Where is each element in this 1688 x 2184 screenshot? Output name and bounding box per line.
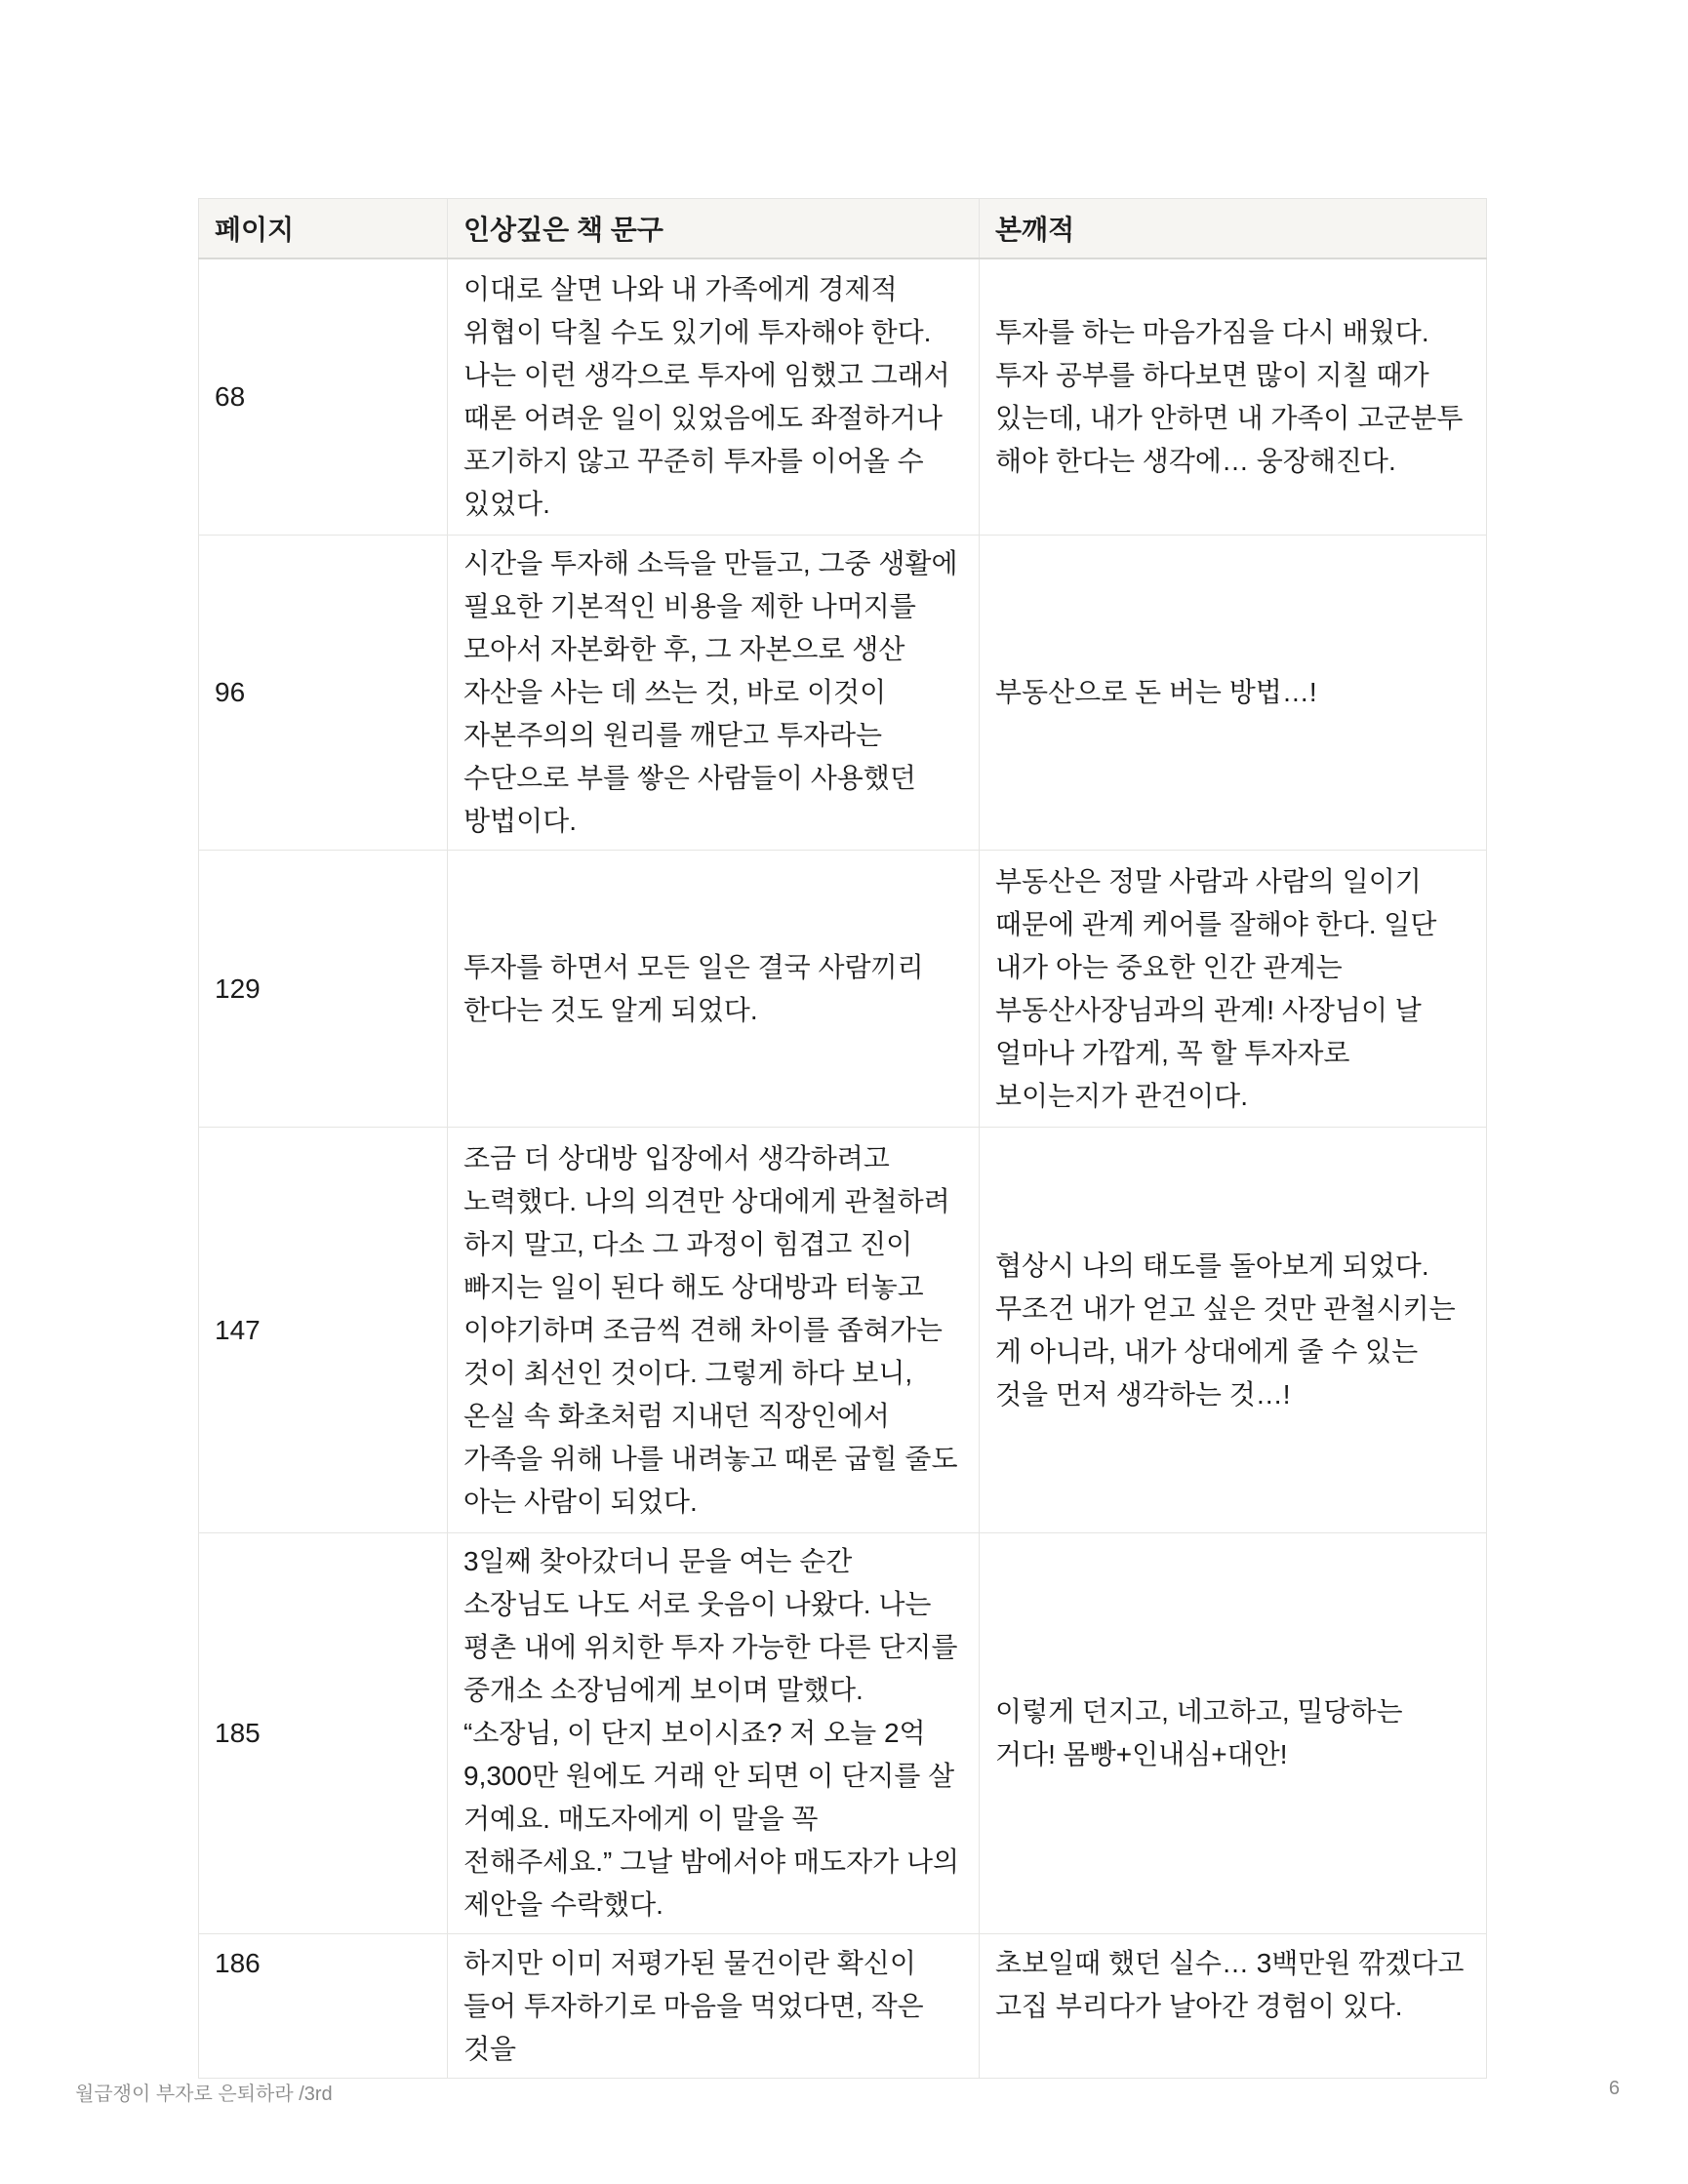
footer-document-title: 월급쟁이 부자로 은퇴하라 /3rd <box>75 2084 333 2105</box>
quote-cell: 투자를 하면서 모든 일은 결국 사람끼리 한다는 것도 알게 되었다. <box>448 851 980 1128</box>
note-cell: 부동산은 정말 사람과 사람의 일이기 때문에 관계 케어를 잘해야 한다. 일단 내가 아는 중요한 인간 관계는 부동산사장님과의 관계! 사장님이 날 얼마나 가깝게, 꼭 할 투자자로 보이는지가 관건이다. <box>980 851 1487 1128</box>
page-cell: 147 <box>199 1128 448 1533</box>
table-row <box>199 258 1487 536</box>
page-cell: 68 <box>199 258 448 536</box>
table-row <box>199 1128 1487 1533</box>
page-cell: 185 <box>199 1533 448 1934</box>
table-row <box>199 536 1487 851</box>
note-cell: 투자를 하는 마음가짐을 다시 배웠다. 투자 공부를 하다보면 많이 지칠 때가 있는데, 내가 안하면 내 가족이 고군분투 해야 한다는 생각에… 웅장해진다. <box>980 258 1487 536</box>
note-cell: 협상시 나의 태도를 돌아보게 되었다. 무조건 내가 얻고 싶은 것만 관철시키는 게 아니라, 내가 상대에게 줄 수 있는 것을 먼저 생각하는 것…! <box>980 1128 1487 1533</box>
page-cell: 96 <box>199 536 448 851</box>
note-cell: 이렇게 던지고, 네고하고, 밀당하는 거다! 몸빵+인내심+대안! <box>980 1533 1487 1934</box>
quote-cell: 시간을 투자해 소득을 만들고, 그중 생활에 필요한 기본적인 비용을 제한 나머지를 모아서 자본화한 후, 그 자본으로 생산 자산을 사는 데 쓰는 것, 바로 이것이 자본주의의 원리를 깨닫고 투자라는 수단으로 부를 쌓은 사람들이 사용했던 방법이다. <box>448 536 980 851</box>
note-cell: 부동산으로 돈 버는 방법…! <box>980 536 1487 851</box>
quote-cell: 하지만 이미 저평가된 물건이란 확신이 들어 투자하기로 마음을 먹었다면, 작은 것을 <box>448 1934 980 2079</box>
header-page: 페이지 <box>199 199 448 258</box>
table-row <box>199 1934 1487 2079</box>
quote-cell: 이대로 살면 나와 내 가족에게 경제적 위협이 닥칠 수도 있기에 투자해야 한다. 나는 이런 생각으로 투자에 임했고 그래서 때론 어려운 일이 있었음에도 좌절하거나 포기하지 않고 꾸준히 투자를 이어올 수 있었다. <box>448 258 980 536</box>
note-cell: 초보일때 했던 실수… 3백만원 깎겠다고 고집 부리다가 날아간 경험이 있다. <box>980 1934 1487 2079</box>
page-cell: 129 <box>199 851 448 1128</box>
quote-cell: 조금 더 상대방 입장에서 생각하려고 노력했다. 나의 의견만 상대에게 관철하려 하지 말고, 다소 그 과정이 힘겹고 진이 빠지는 일이 된다 해도 상대방과 터놓고 이야기하며 조금씩 견해 차이를 좁혀가는 것이 최선인 것이다. 그렇게 하다 보니, 온실 속 화초처럼 지내던 직장인에서 가족을 위해 나를 내려놓고 때론 굽힐 줄도 아는 사람이 되었다. <box>448 1128 980 1533</box>
header-note: 본깨적 <box>980 199 1487 258</box>
footer-page-number: 6 <box>1608 2078 1620 2099</box>
page-cell: 186 <box>199 1934 448 2079</box>
header-quote: 인상깊은 책 문구 <box>448 199 980 258</box>
reading-notes-table-container <box>198 198 1486 2064</box>
table-row <box>199 851 1487 1128</box>
reading-notes-table <box>198 198 1487 2079</box>
table-header-row <box>199 199 1487 258</box>
quote-cell: 3일째 찾아갔더니 문을 여는 순간 소장님도 나도 서로 웃음이 나왔다. 나는 평촌 내에 위치한 투자 가능한 다른 단지를 중개소 소장님에게 보이며 말했다. “소장님, 이 단지 보이시죠? 저 오늘 2억 9,300만 원에도 거래 안 되면 이 단지를 살 거예요. 매도자에게 이 말을 꼭 전해주세요.” 그날 밤에서야 매도자가 나의 제안을 수락했다. <box>448 1533 980 1934</box>
table-row <box>199 1533 1487 1934</box>
